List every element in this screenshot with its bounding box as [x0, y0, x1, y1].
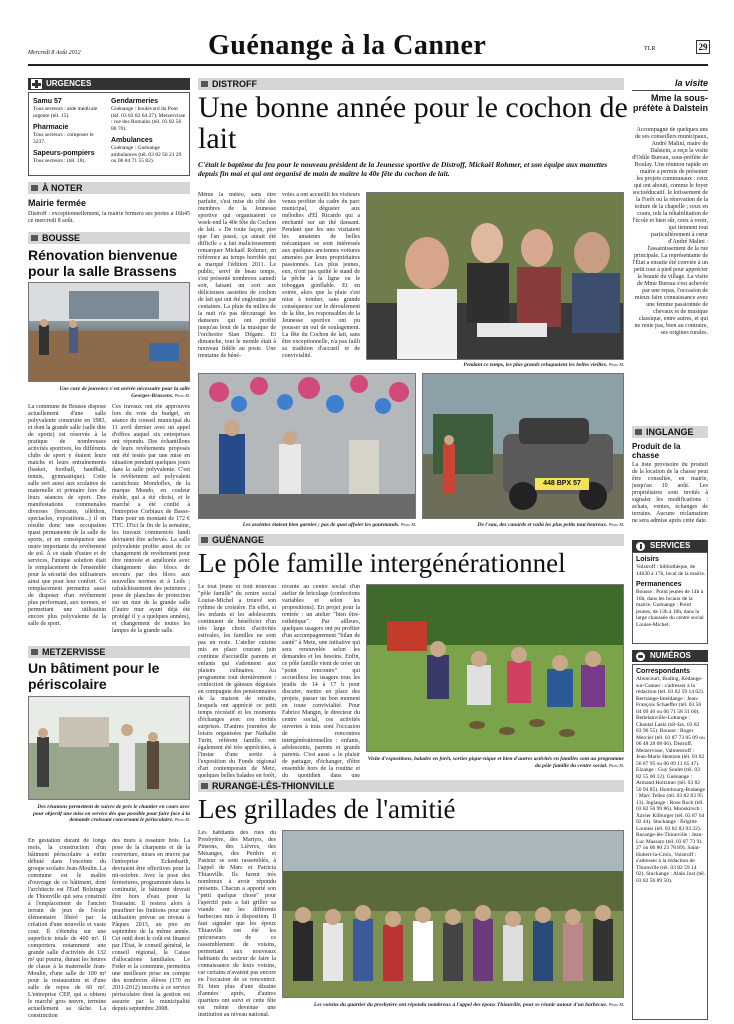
urgences-bar: [28, 78, 190, 90]
medical-cross-icon: [31, 79, 42, 89]
distroff-main-caption: [366, 362, 624, 369]
page-number: 29: [696, 40, 710, 54]
pharmacie-title: Pharmacie: [33, 124, 69, 131]
distroff-main-caption-text: Pendant ce temps, les plus grands reluquaient les belles vieilles.: [463, 362, 608, 368]
inglange-text: La liste provisoire du produit de la location de la chasse peut être consultée, en mairie, jusqu'au 10 août. Les propriétaires sont invités à signaler les modifications : achats, ventes, échanges de terrains. Aucune réclamation ne sera admise après cette date.: [632, 462, 708, 524]
guenange-bar: GUÉNANGE: [198, 534, 624, 546]
metzervisse-bar: METZERVISSE: [28, 646, 190, 658]
rurange-bar: RURANGE-LÈS-THIONVILLE: [198, 780, 624, 792]
correspondants-title: Correspondants: [636, 668, 691, 675]
phone-icon: [636, 652, 645, 661]
rurange-caption: [282, 1002, 624, 1009]
guenange-credit: Photo RL: [608, 762, 624, 768]
page-title: Guénange à la Canner: [208, 30, 487, 61]
masthead: [28, 30, 708, 62]
numeros-box: [632, 664, 708, 1020]
distroff-left-caption: [198, 522, 416, 529]
metzervisse-photo: [28, 696, 190, 800]
distroff-bar: DISTROFF: [198, 78, 624, 90]
inglange-bar: INGLANGE: [632, 426, 708, 438]
visite-text: Accompagné de quelques uns de ses conseillers municipaux, André Malini, maire de Dalstein, a reçu la visite d'Odile Bureau, sous-préfète de Boulay. Une réunion rapide en mairie a permis de présenter les projets communaux : ceux qui ont abouti, comme le foyer socioéducatif. le lotissement de la Forêt ou la rénovation de la toiture de la chapelle ; ceux en cours, tels la réhabilitation de l'école et bien sûr, ceux à venir, qui tiennent tout particulièrement à cœur d'André Malini : l'assainissement de la rue principale. La représentante de l'État a ensuite été conviée à un petit tour à pied pour apprécier la beauté du village. La visite de Mme Bureau s'est achevée par une repas, l'occasion de mieux faire connaissance avec une femme passionnée de chevaux et de musique classique, entre autres, et qui ne renie pas, bien au contraire, ses origines rurales.: [632, 127, 708, 336]
numeros-label: NUMÉROS: [650, 651, 691, 660]
distroff-credit-main: Photo RL: [608, 362, 624, 367]
distroff-credit-right: Photo RL: [608, 522, 624, 527]
bousse-caption: [40, 386, 190, 399]
distroff-right-caption-text: De l'eau, des canards et voilà les plus petits tout heureux.: [477, 522, 608, 528]
guenange-caption: [366, 756, 624, 769]
edition-label: TLR: [644, 46, 656, 52]
distroff-credit-left: Photo RL: [400, 522, 416, 527]
a-noter-bar: À NOTER: [28, 182, 190, 194]
bousse-col1: La commune de Bousse dispose actuellement d'une salle polyvalente construite en 1983, et dont la grande salle (salle dite de sports) est réservée à la pratique de nombreuses activités sportives, les différents clubs de sport y étaient leurs matchs et leurs entraînements (basket, football, handball, tennis, gymnastique). Cette salle sert aussi aux scolaires de maternelle et primaire lors de leurs séances de sport. Des manifestations communales diverses (brocante, téléthon, spectacles, expositions...) il en résulte donc une occupation quasi permanente de la salle de sports, et en conséquence une usure importante du revêtement de sol. À ce stade d'usure et de services, l'unique solution était le remplacement de l'ensemble pour la sécurité des utilisateurs ainsi que pour leur confort. Ce remplacement permettra aussi de disposer d'un revêtement plus performant, aux normes, et permettant une utilisation encore plus polyvalente de la salle de sport.: [28, 404, 106, 627]
ambulances-text: Guénange : Guénange ambulances (tél. 03 82 56 21 29 ou 06 84 71 55 82).: [111, 145, 182, 164]
rurange-photo: [282, 830, 624, 998]
inglange-title: Produit de la chasse: [632, 442, 681, 460]
loisirs-text: Volstroff : bibliothèque, de 14h30 à 17h, local de la mairie.: [636, 564, 706, 577]
distroff-main-photo: [366, 192, 624, 360]
samu-text: Tous secteurs : aide médicale urgente (tél. 15).: [33, 106, 98, 119]
guenange-photo: [366, 584, 624, 752]
visite-rule: [632, 90, 708, 91]
guenange-col1: Le tout jeune et tout nouveau "pôle famille" du centre social Louise-Michel a trouvé son rythme de croisière. En effet, si les enfants et les adolescents continuent de bénéficier d'un très large choix d'activités estivales, les familles ne sont pas en reste. L'atelier cuisine mis en place courant juin continue d'accueillir parents et enfants qui s'adonnent aux plaisirs culinaires. Au programme tout dernièrement : confection de gâteaux déguisés en compagnie des pensionnaires de la maison de retraite, lesquels ont apprécié ce petit temps récréatif et les moments d'échanges avec ces invités surprises. D'autres journées de loisirs organisées par Nathalie Turin, référent famille, ont également été très appréciées, à l'instar d'une sortie à l'exposition du Fonds régional d'art contemporain de Metz, quelques belles balades en forêt,: [198, 584, 276, 778]
pharmacie-text: Tous secteurs : composer le 3237.: [33, 132, 94, 145]
urgences-label: URGENCES: [46, 79, 92, 88]
distroff-col1: Même la météo, sans être parfaite, s'est mise du côté des membres de la Jeunesse sportive qui organisaient ce week-end la 40e fête du Cochon de lait. « De toute façon, pire que l'an passé, ça aurait été difficile » a fait malicieusement remarquer Mickaël Rohmer, en référence au temps horrible qui a marqué l'édition 2011. Le public, servi de beau temps, s'est présenté nombreux samedi soir, faisant un sort aux délicieuses assiettes de cochon de lait qui ont été englouties par centaines. La pluie du milieu de la nuit n'a pas découragé les danseurs qui ont profité jusqu'au bout de la musique de l'orchestre Stan Déganc. Et dimanche, tout le monde était à nouveau fidèle au poste. Une trentaine de béné-: [198, 192, 276, 359]
rurange-credit: Photo RL: [608, 1002, 624, 1007]
bousse-title: Rénovation bienvenue pour la salle Brassens: [28, 247, 178, 279]
masthead-rule: [28, 64, 708, 66]
samu-title: Samu 57: [33, 98, 62, 105]
services-label: SERVICES: [650, 541, 691, 550]
metzervisse-caption: [28, 804, 190, 824]
metzervisse-col2: des murs à ossature bois. La pose de la charpente et de la couverture, mises en œuvre par l'entreprise Eckenbarth, devraient être effectives pour la mi-octobre. Avec la pose des fermetures, programmée dans la continuité, le bâtiment devrait être hors d'eau pour la Toussaint. Il restera alors à peaufiner les finitions pour une utilisation prévue au niveau à Pâques 2013, au pire en septembre de la même année. Cet outil dont le coût est financé par l'État, le conseil général, le conseil régional, la Caisse d'allocations familiales. Le Feder et la commune, permettra une meilleure prise en compte des nombreux élèves (170 en 2011-2012) inscrits à ce service périscolaire dont la gestion est assurée par la municipalité depuis septembre 2008.: [112, 838, 190, 1012]
ambulances-title: Ambulances: [111, 137, 153, 144]
metzervisse-caption-text: Des réunions permettent de suivre de près le chantier en cours avec pour objectif une mise en service dès que possible pour faire face à la demande croissant concernant le périscolaire.: [33, 804, 190, 823]
metzervisse-col1: En gestation durant de longs mois, la construction d'un bâtiment périscolaire a enfin débuté dans l'enceinte du groupe scolaire Jean-Moulin. La commune est le maître d'ouvrage de ce bâtiment, dont l'architecte est l'Eurl Bolzinger de Thionville qui sera construit à l'emplacement de l'ancien terrain de jeux de l'école élémentaire libéré par la création d'une nouvelle et vaste cour. Il s'étendra sur une superficie totale de 400 m². Il comportera notamment une grande salle d'activités de 132 m² qui pourra, durant les heures de classe à la maternelle Jean-Moulin, d'une salle de 100 m² pour la restauration et d'une salle de repos de 60 m². L'entreprise CEP, qui a obtenu le marché gros œuvre, termine actuellement sa tâche. La construction: [28, 838, 106, 1018]
correspondants-text: Aboncourt, Buding, Kédange-sur-Canner : s'adresser à la rédaction (tél. 03 82 59 14 02). Bertrange-Imeldange : Jean-François Schaeffer (tél. 03 56 04 09 40 ou 06 71 58 31 60). Bettelainville-Luttange : Chantal Laski (tél-fax. 03 82 83 96 55). Bousse : Roger Mercier (tél. 03 87 73 05 09 ou 06 48 28 08 06). Distroff, Metzervisse, Valmestroff : Jean-Marie Hentzen (tél. 03 82 56 87 95 ou 06 09 11 65 47). Elzange : Guy Soulet (tél. 03 82 55 00 12). Guénange : Armand Holtzmer (tél. 03 82 50 94 85). Hombourg-Budange : Marc Tellez (tél. 03 82 83 95 13). Inglange : Rose Rock (tél. 03 82 56 99 86). Monskirsch : Xavier Kilburger (tél. 03 87 64 92 44). Stuckange : Brigitte Louniss (tél. 03 82 83 93 22). Rurange-lès-Thionville : Jean-Luc Massaro (tél. 03 87 73 91 27 ou 06 80 23 78 89). Saint-Hubert-la-Croix, Volstroff : s'adresser à la rédaction de Thionville (tél. 03 82 59 14 02). Stuckange : Alain Jost (tél. 03 82 56 89 50).: [636, 676, 706, 884]
metzervisse-credit: Photo RL: [174, 817, 190, 822]
a-noter-title: Mairie fermée: [28, 198, 87, 208]
distroff-left-photo: [198, 373, 416, 519]
loisirs-title: Loisirs: [636, 556, 659, 563]
bousse-col2: Ces travaux ont été approuvés lors du vote du budget, en séance du conseil municipal du 11 avril dernier avec un appel d'offres auquel six entreprises ont répondu. Des échantillons de leurs revêtements proposés ont été testés par une mise en situation pendant quelques jours dans la salle polyvalente. C'est le revêtement sol polyvalent caoutchouc Mondoflex, de la marque Mondo, en couleur érable, qui a été choisi, et le marché a été confié à l'entreprise Corbiaux de Basse-Ham pour un montant de 172 € TTC. D'ici la fin de la semaine, les travaux commencés lundi devraient être achevés. La salle polyvalente profite aussi de ce changement de revêtement pour être rénovée et améliorée avec changement des blocs de secours par des blocs aux nouvelles normes et à Leds ; rafraîchissement des peintures ; pose de planches de protection sur un mur de la grande salle (l'autre mur ayant déjà été protégé il y a quelques années), et changement de toutes les lampes de la grande salle.: [112, 404, 190, 634]
pompiers-title: Sapeurs-pompiers: [33, 150, 95, 157]
bousse-caption-text: Une cure de jouvence s'est avérée nécessaire pour la salle Georges-Brassens.: [59, 386, 190, 399]
distroff-title: Une bonne année pour le cochon de lait: [198, 91, 628, 155]
bousse-photo: [28, 282, 190, 382]
gendarmeries-title: Gendarmeries: [111, 98, 159, 105]
urgences-box: [28, 92, 190, 176]
rurange-title: Les grillades de l'amitié: [198, 794, 456, 824]
bousse-bar: BOUSSE: [28, 232, 190, 244]
rurange-caption-text: Les voisins du quartier du presbytère ont répondu nombreux à l'appel des époux Thiauville, pour se réunir autour d'un barbecue.: [313, 1002, 608, 1008]
guenange-caption-text: Visite d'expositions, balades en forêt, sorties pique-nique et bien d'autres activités en familles sont au programme du pôle famille du centre social.: [367, 756, 624, 769]
visite-kicker: la visite: [674, 78, 708, 88]
distroff-right-photo: [422, 373, 624, 519]
gendarmeries-text: Guénange : boulevard du Pont (tél. 03 82 82 64 27). Metzervisse : rue des Romains (tél. 03 82 56 80 70).: [111, 106, 186, 132]
license-plate: 448 BPX 57: [543, 480, 581, 487]
guenange-col2: récente au centre social d'un atelier de bricolage (confections variables et selon les propositions). En projet pour la rentrée : un atelier "bien être-esthétique". Par ailleurs, quelques usagers ont pu profiter d'un accompagnement "bilan de santé" à Metz, une initiative qui sera renouvelée selon les demandes et les besoins. Enfin, ce pôle famille vient de créer un "point rencontre" qui accueillera les usagers tous les jeudis de 14 à 17 h pour discuter, mettre en place des projets, passer un bon moment en toute convivialité. Pour Fabrice Mangin, le directeur du centre social, ces activités ouvertes à tous sont l'occasion de rencontres intergénérationnelles : enfants, adolescents, parents et grands parents. C'est aussi « le plaisir de partager, d'échanger, d'être ensemble hors de la routine et du quotidien dans une: [282, 584, 360, 778]
guenange-title: Le pôle famille intergénérationnel: [198, 548, 566, 578]
metzervisse-title: Un bâtiment pour le périscolaire: [28, 660, 160, 692]
distroff-left-caption-text: Les assiettes étaient bien garnies ; pas de quoi affoler les gourmands.: [242, 522, 400, 528]
permanences-title: Permanences: [636, 581, 682, 588]
services-box: [632, 552, 708, 644]
pompiers-text: Tous secteurs : (tél. 18).: [33, 158, 86, 164]
rurange-col1: Les habitants des rues du Presbytère, des Martyrs, des Pinsons, des Lièvres, des Mésanges, des Perdrix et Pasteur se sont rassemblés, à l'appel de Marc et Patricia Thiauville. Ils furent très nombreux à avoir répondu présents. Chacun a apporté son "petit quelque chose" pour l'apéritif puis a fait griller sa viande sur les différents barbecues mis à disposition. Il faut signaler que les époux Thiauville ont été les précurseurs de ce rassemblement de voisins, permettant aux nouveaux habitants du secteur de faire la connaissance de leurs voisins, car certains n'avaient pas encore eu l'occasion de se rencontrer. Et bien plus d'une dizaine d'années après, d'autres quartiers ont suivi et cette fête est même devenue une institution au niveau national.: [198, 830, 276, 1018]
distroff-right-caption: [422, 522, 624, 529]
distroff-col2: voles a ont accueilli les visiteurs venus profiter du cadre du parc municipal, déguster aux mélodies d'El Ricardo qui a enchanté sur un thé dansant. Pendant que les uns visitaient les amateurs de belles mécaniques se sont intéressés aux quelques anciennes voitures amenées par leurs propriétaires passionnés. Les plus jeunes, eux, n'ont pas quitté le stand de la pêche à la ligne ou le toboggan gonflable. Et en soirée, alors que la pluie s'est mise à tomber, sans grande conséquence sur le déroulement de la fête, les responsables de la Jeunesse sportive ont pu pousser un ouf de soulagement. La fête du Cochon de lait, sans être exceptionnelle, n'a pas failli sa tradition d'accueil et de convivialité.: [282, 192, 360, 359]
permanences-text: Bousse : Point jeunes de 14h à 16h, dans les locaux de la mairie. Guénange : Point jeunes, de 13h à 18h, dans la large chaussée du centre social Louise-Michel.: [636, 589, 704, 628]
bousse-credit: Photo RL: [174, 392, 190, 398]
issue-date: Mercredi 8 Août 2012: [28, 50, 81, 56]
distroff-lead: C'était le baptême du feu pour le nouveau président de la Jeunesse sportive de Distroff, Mickaël Rohmer, et son équipe aux manettes depuis fin mai et qui ont organisé de main de maître la 40e fête du cochon de lait.: [198, 160, 608, 178]
info-icon: [636, 542, 645, 551]
visite-title: Mme la sous-préfète à Dalstein: [632, 93, 708, 113]
a-noter-text: Distroff : exceptionnellement, la mairie fermera ses portes à 16h45 ce mercredi 8 août.: [28, 211, 190, 224]
